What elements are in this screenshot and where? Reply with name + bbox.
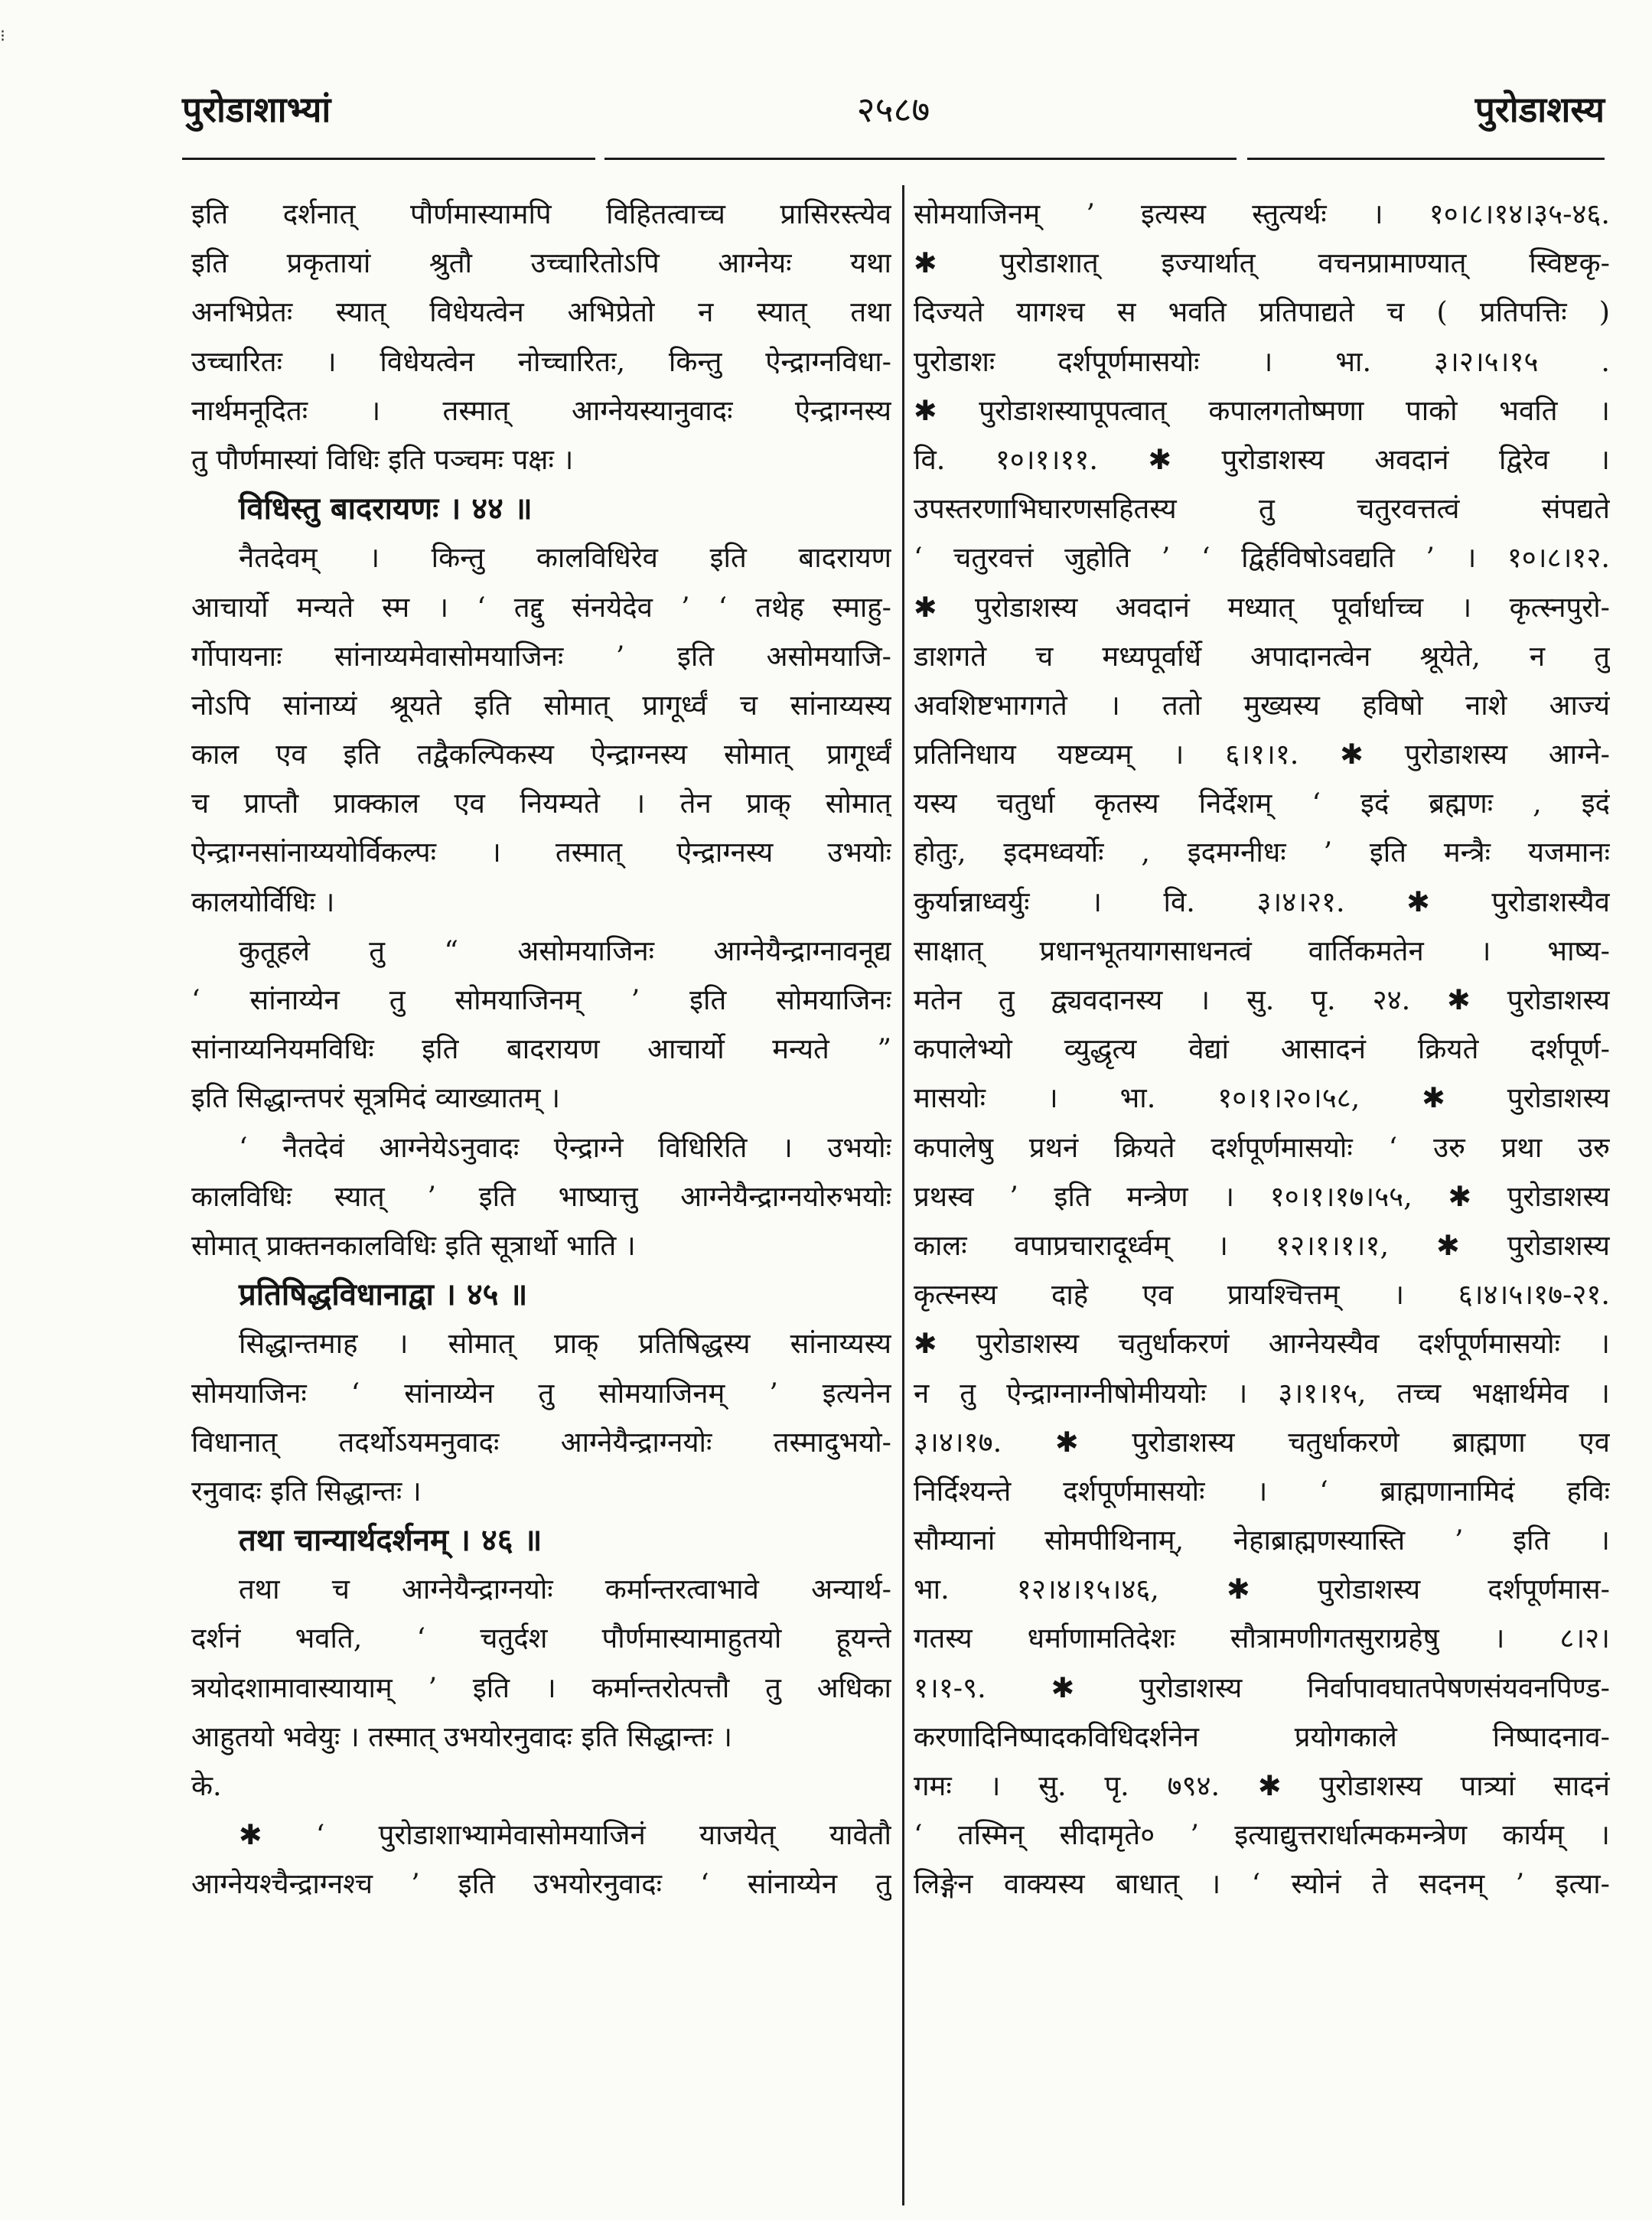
text-line: ‘ नैतदेवं आग्नेयेऽनुवादः ऐन्द्राग्ने विधिरिति । उभयोः (239, 1130, 891, 1164)
text-line: करणादिनिष्पादकविधिदर्शनेन प्रयोगकाले निष्पादनाव- (914, 1720, 1610, 1753)
header-right-term: पुरोडाशस्य (1474, 89, 1605, 130)
text-line: ३।४।१७. ✱ पुरोडाशस्य चतुर्धाकरणे ब्राह्मणा एव (914, 1425, 1610, 1459)
text-line: उपस्तरणाभिघारणसहितस्य तु चतुरवत्तत्वं संपद्यते (914, 492, 1610, 526)
text-line: इति प्रकृतायां श्रुतौ उच्चारितोऽपि आग्नेयः यथा (191, 246, 891, 280)
text-line: ✱ पुरोडाशस्य चतुर्धाकरणं आग्नेयस्यैव दर्शपूर्णमासयोः । (914, 1327, 1610, 1361)
sutra-heading: प्रतिषिद्धविधानाद्वा । ४५ ॥ (239, 1276, 528, 1313)
text-line: न तु ऐन्द्राग्नाग्नीषोमीययोः । ३।१।१५, तच्च भक्षार्थमेव । (914, 1376, 1610, 1410)
text-line: गमः । सु. पृ. ७९४. ✱ पुरोडाशस्य पात्र्यां सादनं (914, 1769, 1610, 1802)
sutra-heading: विधिस्तु बादरायणः । ४४ ॥ (239, 491, 533, 527)
text-line: आचार्यो मन्यते स्म । ‘ तद्दु संनयेदेव ’ ‘ तथेह स्माहु- (191, 590, 891, 624)
margin-mark: ⁝ (0, 27, 5, 46)
text-line: र्गोपायनाः सांनाय्यमेवासोमयाजिनः ’ इति असोमयाजि- (191, 639, 891, 673)
text-line: साक्षात् प्रधानभूतयागसाधनत्वं वार्तिकमतेन । भाष्य- (914, 934, 1610, 967)
text-line: कृत्स्नस्य दाहे एव प्रायश्चित्तम् । ६।४।५।१७-२१. (914, 1278, 1610, 1312)
text-line: नोऽपि सांनाय्यं श्रूयते इति सोमात् प्रागूर्ध्वं च सांनाय्यस्य (191, 688, 891, 722)
right-column (914, 190, 1610, 1909)
text-line: कालविधिः स्यात् ’ इति भाष्यात्तु आग्नेयैन्द्राग्नयोरुभयोः (191, 1179, 891, 1213)
text-line: के. (191, 1769, 222, 1802)
header-rule-right (1247, 158, 1605, 160)
text-line: ✱ पुरोडाशात् इज्यार्थात् वचनप्रामाण्यात् स्विष्टकृ- (914, 246, 1610, 280)
text-line: कुतूहले तु “ असोमयाजिनः आग्नेयैन्द्राग्नावनूद्य (239, 934, 891, 967)
text-line: अनभिप्रेतः स्यात् विधेयत्वेन अभिप्रेतो न स्यात् तथा (191, 295, 891, 329)
text-line: नैतदेवम् । किन्तु कालविधिरेव इति बादरायण (239, 541, 891, 575)
text-line: आग्नेयश्चैन्द्राग्नश्च ’ इति उभयोरनुवादः ‘ सांनाय्येन तु (191, 1867, 891, 1901)
page-header (182, 83, 1605, 144)
text-line: मासयोः । भा. १०।१।२०।५८, ✱ पुरोडाशस्य (914, 1081, 1610, 1115)
text-line: वि. १०।१।११. ✱ पुरोडाशस्य अवदानं द्विरेव । (914, 442, 1610, 476)
sutra-heading: तथा चान्यार्थदर्शनम् । ४६ ॥ (239, 1522, 543, 1559)
text-line: मतेन तु द्व्यवदानस्य । सु. पृ. २४. ✱ पुरोडाशस्य (914, 983, 1610, 1016)
text-line: लिङ्गेन वाक्यस्य बाधात् । ‘ स्योनं ते सदनम् ’ इत्या- (914, 1867, 1610, 1901)
text-line: सिद्धान्तमाह । सोमात् प्राक् प्रतिषिद्धस्य सांनाय्यस्य (239, 1327, 891, 1361)
text-line: ✱ पुरोडाशस्य अवदानं मध्यात् पूर्वार्धाच्च । कृत्स्नपुरो- (914, 590, 1610, 624)
header-rule-center (604, 158, 1237, 160)
text-line: काल एव इति तद्वैकल्पिकस्य ऐन्द्राग्नस्य सोमात् प्रागूर्ध्वं (191, 738, 891, 771)
text-line: सोमात् प्राक्तनकालविधिः इति सूत्रार्थो भाति । (191, 1228, 636, 1262)
text-line: अवशिष्टभागगते । ततो मुख्यस्य हविषो नाशे आज्यं (914, 688, 1610, 722)
text-line: इति सिद्धान्तपरं सूत्रमिदं व्याख्यातम् । (191, 1081, 561, 1115)
text-line: तथा च आग्नेयैन्द्राग्नयोः कर्मान्तरत्वाभावे अन्यार्थ- (239, 1573, 891, 1606)
text-line: सांनाय्यनियमविधिः इति बादरायण आचार्यो मन्यते ” (191, 1032, 891, 1066)
text-line: ‘ तस्मिन् सीदामृते० ’ इत्याद्युत्तरार्धात्मकमन्त्रेण कार्यम् । (914, 1818, 1610, 1852)
text-line: इति दर्शनात् पौर्णमास्यामपि विहितत्वाच्च प्रासिरस्त्येव (191, 197, 891, 230)
text-line: रनुवादः इति सिद्धान्तः । (191, 1474, 422, 1508)
text-line: दर्शनं भवति, ‘ चतुर्दश पौर्णमास्यामाहुतयो हूयन्ते (191, 1622, 891, 1655)
text-line: कालयोर्विधिः । (191, 885, 335, 918)
text-line: सोमयाजिनः ‘ सांनाय्येन तु सोमयाजिनम् ’ इत्यनेन (191, 1376, 891, 1410)
text-line: तु पौर्णमास्यां विधिः इति पञ्चमः पक्षः । (191, 442, 574, 476)
text-line: कुर्यान्नाध्वर्युः । वि. ३।४।२१. ✱ पुरोडाशस्यैव (914, 885, 1610, 918)
text-line: विधानात् तदर्थोऽयमनुवादः आग्नेयैन्द्राग्नयोः तस्मादुभयो- (191, 1425, 891, 1459)
text-line: उच्चारितः । विधेयत्वेन नोच्चारितः, किन्तु ऐन्द्राग्नविधा- (191, 344, 891, 378)
text-line: ‘ चतुरवत्तं जुहोति ’ ‘ द्विर्हविषोऽवद्यति ’ । १०।८।१२. (914, 541, 1610, 575)
text-line: कपालेषु प्रथनं क्रियते दर्शपूर्णमासयोः ‘ उरु प्रथा उरु (914, 1130, 1610, 1164)
text-line: प्रतिनिधाय यष्टव्यम् । ६।१।१. ✱ पुरोडाशस्य आग्ने- (914, 738, 1610, 771)
text-line: ‘ सांनाय्येन तु सोमयाजिनम् ’ इति सोमयाजिनः (191, 983, 891, 1016)
text-line: १।१-९. ✱ पुरोडाशस्य निर्वापावघातपेषणसंयवनपिण्ड- (914, 1671, 1610, 1704)
text-line: आहुतयो भवेयुः । तस्मात् उभयोरनुवादः इति सिद्धान्तः । (191, 1720, 732, 1753)
text-line: भा. १२।४।१५।४६, ✱ पुरोडाशस्य दर्शपूर्णमास- (914, 1573, 1610, 1606)
text-line: प्रथस्व ’ इति मन्त्रेण । १०।१।१७।५५, ✱ पुरोडाशस्य (914, 1179, 1610, 1213)
column-divider (902, 185, 904, 2205)
header-left-term: पुरोडाशाभ्यां (182, 89, 331, 130)
text-line: ✱ ‘ पुरोडाशाभ्यामेवासोमयाजिनं याजयेत् यावेतौ (239, 1818, 891, 1852)
text-line: सौम्यानां सोमपीथिनाम्, नेहाब्राह्मणस्यास्ति ’ इति । (914, 1524, 1610, 1557)
text-line: कपालेभ्यो व्युद्धृत्य वेद्यां आसादनं क्रियते दर्शपूर्ण- (914, 1032, 1610, 1066)
text-line: दिज्यते यागश्च स भवति प्रतिपाद्यते च ( प्रतिपत्तिः ) (914, 295, 1610, 329)
text-line: ऐन्द्राग्नसांनाय्ययोर्विकल्पः । तस्मात् ऐन्द्राग्नस्य उभयोः (191, 836, 891, 869)
text-line: निर्दिश्यन्ते दर्शपूर्णमासयोः । ‘ ब्राह्मणानामिदं हविः (914, 1474, 1610, 1508)
text-line: गतस्य धर्माणामतिदेशः सौत्रामणीगतसुराग्रहेषु । ८।२। (914, 1622, 1610, 1655)
text-line: नार्थमनूदितः । तस्मात् आग्नेयस्यानुवादः ऐन्द्राग्नस्य (191, 393, 891, 427)
text-line: कालः वपाप्रचारादूर्ध्वम् । १२।१।१।१, ✱ पुरोडाशस्य (914, 1228, 1610, 1262)
text-line: सोमयाजिनम् ’ इत्यस्य स्तुत्यर्थः । १०।८।१४।३५-४६. (914, 197, 1610, 230)
left-column (191, 190, 891, 1909)
page-number: २५८७ (856, 89, 930, 130)
text-line: ✱ पुरोडाशस्यापूपत्वात् कपालगतोष्मणा पाको भवति । (914, 393, 1610, 427)
text-line: डाशगते च मध्यपूर्वार्धे अपादानत्वेन श्रूयेते, न तु (914, 639, 1610, 673)
text-line: यस्य चतुर्धा कृतस्य निर्देशम् ‘ इदं ब्रह्मणः , इदं (914, 787, 1610, 820)
text-line: पुरोडाशः दर्शपूर्णमासयोः । भा. ३।२।५।१५ . (914, 344, 1610, 378)
header-rule-left (182, 158, 595, 160)
text-line: च प्राप्तौ प्राक्काल एव नियम्यते । तेन प्राक् सोमात् (191, 787, 891, 820)
text-line: त्रयोदशामावास्यायाम् ’ इति । कर्मान्तरोत्पत्तौ तु अधिका (191, 1671, 891, 1704)
text-line: होतुः, इदमध्वर्योः , इदमग्नीधः ’ इति मन्त्रैः यजमानः (914, 836, 1610, 869)
